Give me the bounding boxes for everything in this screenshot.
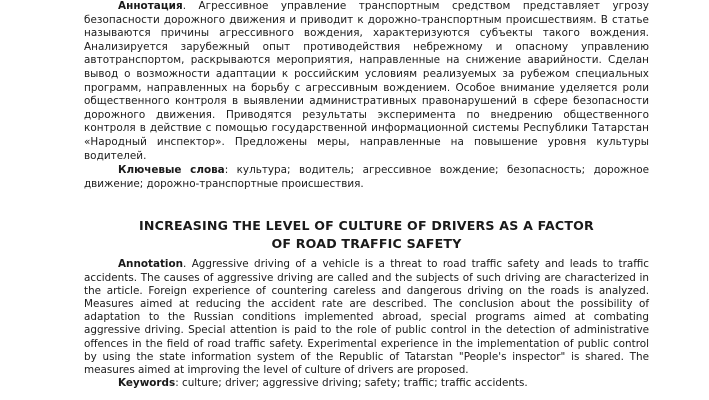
english-annotation-text: . Aggressive driving of a vehicle is a threat to road traffic safety and leads to traffic accidents. The causes of aggressive driving are called and the subjects of such driving are characterized in the article. Foreign experience of countering careless and dangerous driving on the roads is analyzed. Measures aimed at reducing the accident rate are described. The conclusion about the possibility of adaptation to the Russian conditions implemented abroad, special programs aimed at combating aggressive driving. Special attention is paid to the role of public control in the detection of administrative offences in the field of road traffic safety. Experimental experience in the implementation of public control by using the state information system of the Republic of Tatarstan "People's inspector" is shared. The measures aimed at improving the level of culture of drivers are proposed. xyxy=(84,258,649,376)
russian-annotation xyxy=(84,0,649,163)
english-annotation-label: Annotation xyxy=(118,258,184,271)
russian-annotation-label: Аннотация xyxy=(118,0,183,12)
russian-keywords-text: : культура; водитель; агрессивное вождение; безопасность; дорожное движение; дорожно-транспортные происшествия. xyxy=(84,164,649,190)
english-keywords xyxy=(84,377,649,390)
russian-annotation-text: . Агрессивное управление транспортным средством представляет угрозу безопасности дорожного движения и приводит к дорожно-транспортным происшествиям. В статье называются причины агрессивного вождения, характеризуются субъекты такого вождения. Анализируется зарубежный опыт противодействия небрежному и опасному управлению автотранспортом, раскрываются мероприятия, направленные на снижение аварийности. Сделан вывод о возможности адаптации к российским условиям реализуемых за рубежом специальных программ, направленных на борьбу с агрессивным вождением. Особое внимание уделяется роли общественного контроля в выявлении административных правонарушений в сфере безопасности дорожного движения. Приводятся результаты эксперимента по внедрению общественного контроля в действие с помощью государственной информационной системы Республики Татарстан «Народный инспектор». Предложены меры, направленные на повышение уровня культуры водителей. xyxy=(84,0,649,162)
english-title-line-2: OF ROAD TRAFFIC SAFETY xyxy=(271,235,462,251)
english-keywords-label: Keywords xyxy=(118,377,176,390)
english-title xyxy=(84,217,649,252)
english-title-line-1: INCREASING THE LEVEL OF CULTURE OF DRIVERS AS A FACTOR xyxy=(139,218,594,234)
english-annotation xyxy=(84,258,649,377)
russian-keywords xyxy=(84,164,649,191)
english-keywords-text: : culture; driver; aggressive driving; safety; traffic; traffic accidents. xyxy=(175,377,528,390)
russian-keywords-label: Ключевые слова xyxy=(118,164,225,177)
